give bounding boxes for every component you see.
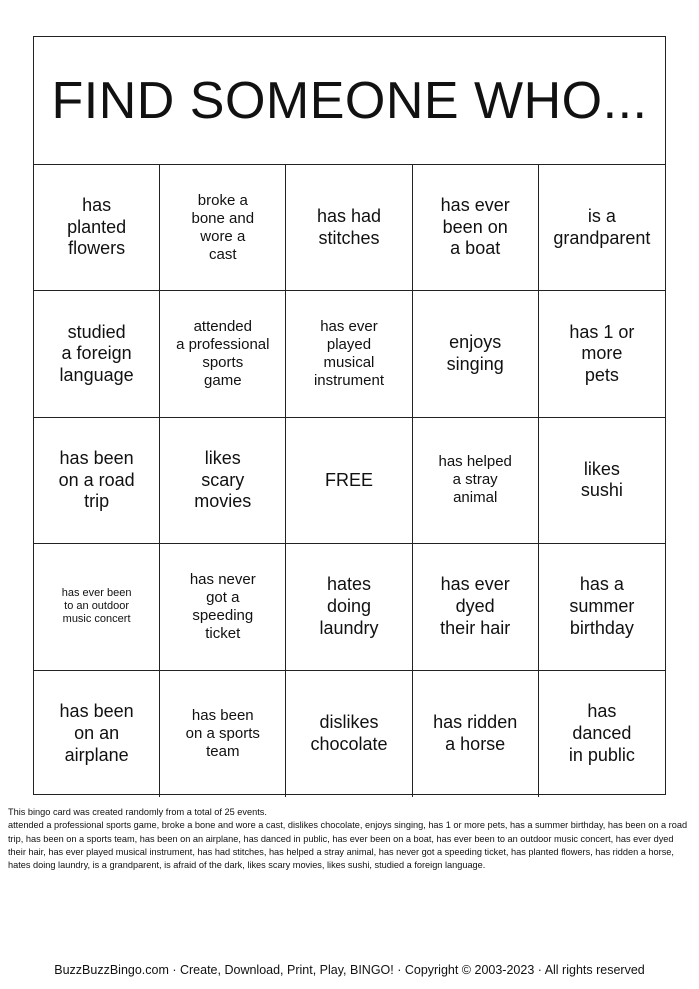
bingo-cell: has a summer birthday (539, 544, 665, 670)
bingo-card (33, 36, 666, 795)
bingo-cell: has had stitches (286, 165, 412, 291)
bingo-cell: has been on a road trip (34, 418, 160, 544)
bingo-cell: has planted flowers (34, 165, 160, 291)
bingo-cell: enjoys singing (413, 291, 539, 417)
bingo-cell: has ridden a horse (413, 671, 539, 797)
card-note (8, 806, 690, 873)
page-footer: BuzzBuzzBingo.com · Create, Download, Print, Play, BINGO! · Copyright © 2003-2023 · All rights reserved (54, 963, 645, 977)
bingo-cell: is a grandparent (539, 165, 665, 291)
bingo-cell: has been on an airplane (34, 671, 160, 797)
bingo-cell: broke a bone and wore a cast (160, 165, 286, 291)
bingo-cell: has ever been to an outdoor music concert (34, 544, 160, 670)
bingo-cell: attended a professional sports game (160, 291, 286, 417)
bingo-cell: likes scary movies (160, 418, 286, 544)
bingo-cell: studied a foreign language (34, 291, 160, 417)
card-title: FIND SOMEONE WHO... (34, 37, 665, 165)
bingo-cell: likes sushi (539, 418, 665, 544)
bingo-cell: has helped a stray animal (413, 418, 539, 544)
note-events: attended a professional sports game, broke a bone and wore a cast, dislikes chocolate, enjoys singing, has 1 or more pets, has a summer birthday, has been on a road trip, has been on a sports team, has been on an airplane, has danced in public, has ever been on a boat, has ever been to an outdoor music concert, has ever dyed their hair, has ever played musical instrument, has had stitches, has helped a stray animal, has never got a speeding ticket, has planted flowers, has ridden a horse, hates doing laundry, is a grandparent, is afraid of the dark, likes scary movies, likes sushi, studied a foreign language. (8, 820, 688, 871)
bingo-cell: has 1 or more pets (539, 291, 665, 417)
bingo-cell: has ever dyed their hair (413, 544, 539, 670)
bingo-cell: has ever been on a boat (413, 165, 539, 291)
bingo-cell: has danced in public (568, 701, 635, 765)
bingo-cell: hates doing laundry (286, 544, 412, 670)
bingo-cell: FREE (286, 418, 412, 544)
bingo-cell: has ever played musical instrument (286, 291, 412, 417)
bingo-cell: has been on a sports team (160, 671, 286, 797)
bingo-grid (34, 165, 665, 797)
bingo-cell: dislikes chocolate (286, 671, 412, 797)
note-intro: This bingo card was created randomly from a total of 25 events. (8, 807, 267, 817)
bingo-cell: has never got a speeding ticket (160, 544, 286, 670)
